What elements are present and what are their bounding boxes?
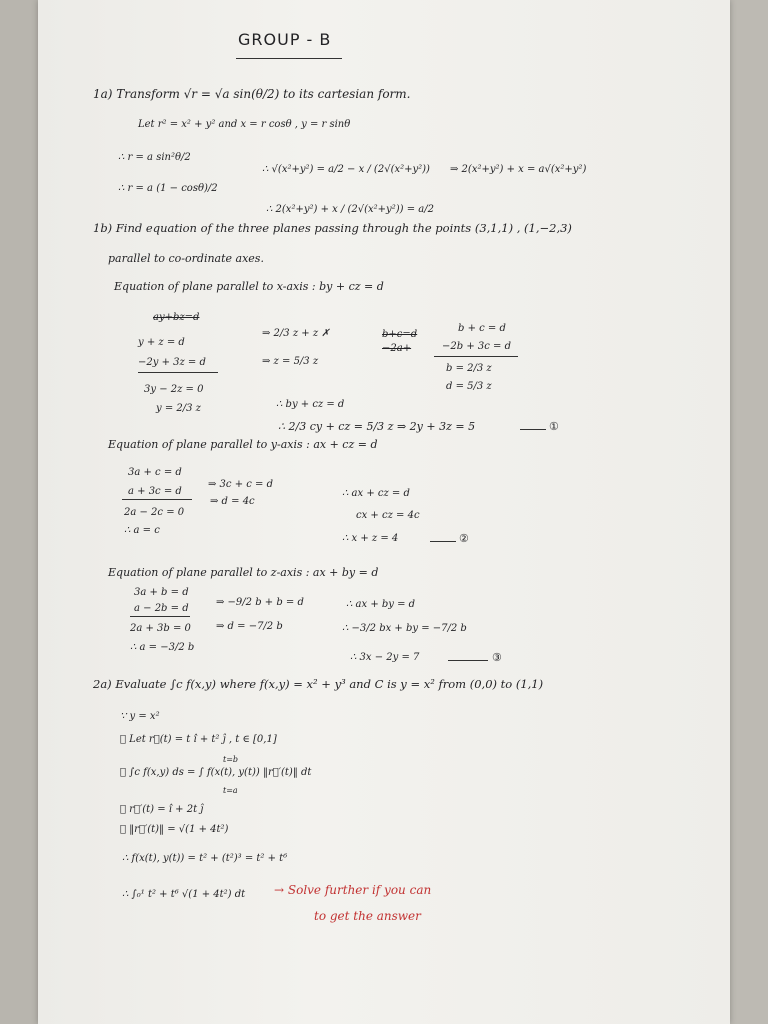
q2a-line1: ∵ y = x²	[120, 711, 160, 722]
q1a-line2: ∴ √(x²+y²) = a/2 − x / (2√(x²+y²))	[262, 164, 430, 175]
y-plane-right-row2: cx + cz = 4c	[356, 510, 420, 521]
x-plane-right-strike-2: −2a+	[382, 343, 412, 354]
q2a-line3-lower: t=a	[223, 786, 238, 795]
z-plane-col1-rule	[130, 616, 190, 617]
y-plane-mid-row1: ⇒ 3c + c = d	[208, 479, 273, 490]
x-plane-mid-row2: ⇒ z = 5/3 z	[262, 356, 319, 367]
x-plane-tag-line	[520, 429, 546, 430]
q1b-heading: 1b) Find equation of the three planes passing through the points (3,1,1) , (1,−2,3)	[93, 221, 572, 235]
z-plane-mid-row2: ⇒ d = −7/2 b	[216, 621, 283, 632]
x-plane-result-1: ∴ by + cz = d	[276, 399, 345, 410]
z-plane-right-row3: ∴ 3x − 2y = 7	[350, 652, 420, 663]
x-plane-strike: ay+bz=d	[153, 312, 200, 323]
title-underline	[236, 58, 342, 59]
z-plane-tag-line	[448, 660, 488, 661]
q1b-heading-2: parallel to co-ordinate axes.	[108, 252, 264, 265]
y-plane-col1-row2: a + 3c = d	[128, 486, 182, 497]
q2a-heading: 2a) Evaluate ∫c f(x,y) where f(x,y) = x² + y³ and C is y = x² from (0,0) to (1,1)	[93, 677, 544, 691]
x-plane-result-2: ∴ 2/3 cy + cz = 5/3 z ⇒ 2y + 3z = 5	[278, 420, 476, 433]
q1a-line4: ∴ r = a (1 − cosθ)/2	[118, 183, 218, 194]
background-right	[730, 0, 768, 1024]
y-plane-col1-row3: 2a − 2c = 0	[124, 507, 185, 518]
q2a-note-line2: to get the answer	[314, 909, 421, 923]
z-plane-col1-row2: a − 2b = d	[134, 603, 189, 614]
y-plane-heading: Equation of plane parallel to y-axis : ax + cz = d	[108, 438, 378, 451]
x-plane-right-row1: b + c = d	[458, 323, 506, 334]
q1a-line3: ⇒ 2(x²+y²) + x = a√(x²+y²)	[450, 164, 587, 175]
x-plane-right-row3: b = 2/3 z	[446, 363, 492, 374]
x-plane-heading: Equation of plane parallel to x-axis : by + cz = d	[114, 280, 384, 293]
x-plane-col1-row3: 3y − 2z = 0	[144, 384, 204, 395]
x-plane-col1-row1: y + z = d	[138, 337, 185, 348]
y-plane-mid-row2: ⇒ d = 4c	[210, 496, 255, 507]
x-plane-right-row2: −2b + 3c = d	[442, 341, 511, 352]
q1a-line1: ∴ r = a sin²θ/2	[118, 152, 191, 163]
q2a-line7: ∴ ∫₀¹ t² + t⁶ √(1 + 4t²) dt	[122, 889, 246, 900]
q2a-note-line1: → Solve further if you can	[274, 883, 432, 897]
z-plane-col1-row3: 2a + 3b = 0	[130, 623, 191, 634]
background-left	[0, 0, 38, 1024]
q2a-line6: ∴ f(x(t), y(t)) = t² + (t²)³ = t² + t⁶	[122, 853, 288, 864]
x-plane-mid-row1: ⇒ 2/3 z + z ✗	[262, 328, 330, 339]
q2a-line5: ∴ ‖r⃗′(t)‖ = √(1 + 4t²)	[120, 824, 229, 835]
page-title: GROUP - B	[238, 30, 332, 49]
notebook-page	[38, 0, 730, 1024]
y-plane-col1-row1: 3a + c = d	[128, 467, 182, 478]
x-plane-tag: ①	[549, 420, 559, 433]
q1a-let: Let r² = x² + y² and x = r cosθ , y = r sinθ	[138, 119, 351, 130]
x-plane-col1-row4: y = 2/3 z	[156, 403, 201, 414]
z-plane-heading: Equation of plane parallel to z-axis : ax + by = d	[108, 566, 379, 579]
q2a-line3-upper: t=b	[223, 755, 239, 764]
z-plane-col1-row4: ∴ a = −3/2 b	[130, 642, 195, 653]
z-plane-right-row2: ∴ −3/2 bx + by = −7/2 b	[342, 623, 467, 634]
z-plane-tag: ③	[492, 651, 502, 664]
x-plane-right-strike: b+c=d	[382, 329, 418, 340]
y-plane-right-row3: ∴ x + z = 4	[342, 533, 399, 544]
z-plane-col1-row1: 3a + b = d	[134, 587, 189, 598]
z-plane-right-row1: ∴ ax + by = d	[346, 599, 416, 610]
y-plane-tag-line	[430, 541, 456, 542]
q2a-line3: ∴ ∫c f(x,y) ds = ∫ f(x(t), y(t)) ‖r⃗′(t)‖ dt	[120, 767, 312, 778]
q2a-line4: ∴ r⃗′(t) = î + 2t ĵ	[120, 804, 204, 815]
y-plane-tag: ②	[459, 532, 469, 545]
y-plane-col1-rule	[122, 499, 192, 500]
q1a-heading: 1a) Transform √r = √a sin(θ/2) to its cartesian form.	[93, 87, 411, 101]
y-plane-col1-row4: ∴ a = c	[124, 525, 160, 536]
x-plane-col1-rule	[138, 372, 218, 373]
z-plane-mid-row1: ⇒ −9/2 b + b = d	[216, 597, 304, 608]
y-plane-right-row1: ∴ ax + cz = d	[342, 488, 410, 499]
x-plane-right-rule	[434, 356, 518, 357]
q1a-line5: ∴ 2(x²+y²) + x / (2√(x²+y²)) = a/2	[266, 204, 434, 215]
x-plane-col1-row2: −2y + 3z = d	[138, 357, 206, 368]
q2a-line2: ∴ Let r⃗(t) = t î + t² ĵ , t ∈ [0,1]	[120, 734, 277, 745]
x-plane-right-row4: d = 5/3 z	[446, 381, 492, 392]
